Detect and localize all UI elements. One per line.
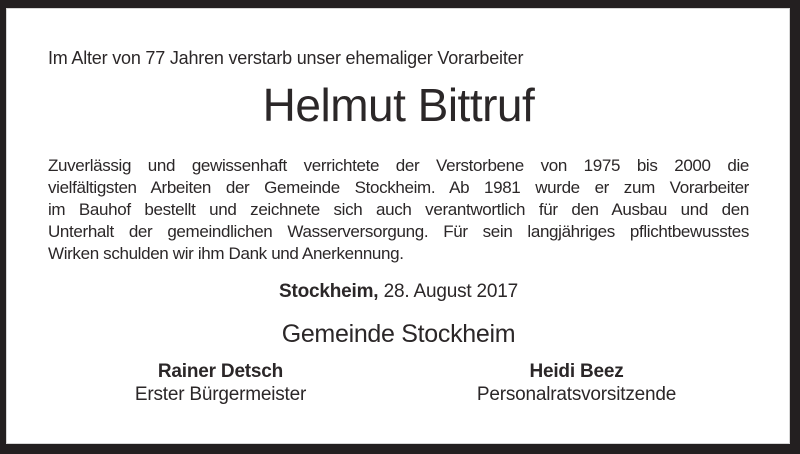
intro-line: Im Alter von 77 Jahren verstarb unser ehemaliger Vorarbeiter — [48, 48, 524, 68]
signature-right — [427, 361, 727, 407]
signer-title-right: Personalratsvorsitzende — [476, 384, 677, 405]
date-text: 28. August 2017 — [383, 281, 519, 302]
signature-left — [71, 361, 371, 407]
body-line-1: Zuverlässig und gewissenhaft verrichtete der Verstorbene von 1975 bis 2000 die — [48, 156, 749, 175]
signer-name-left: Rainer Detsch — [157, 361, 284, 382]
obituary-page — [6, 8, 790, 444]
signer-title-left: Erster Bürgermeister — [134, 384, 307, 405]
deceased-name: Helmut Bittruf — [262, 79, 535, 131]
body-line-2: vielfältigsten Arbeiten der Gemeinde Stockheim. Ab 1981 wurde er zum Vorarbeiter — [48, 178, 749, 197]
body-paragraph — [48, 155, 749, 265]
date-line — [48, 281, 749, 303]
place-label: Stockheim, — [278, 281, 379, 302]
signer-name-right: Heidi Beez — [529, 361, 624, 382]
body-line-4: Unterhalt der gemeindlichen Wasserversorgung. Für sein langjähriges pflichtbewusstes — [48, 222, 749, 241]
organization-name: Gemeinde Stockheim — [281, 320, 516, 348]
body-line-3: im Bauhof bestellt und zeichnete sich auch verantwortlich für den Ausbau und den — [48, 200, 749, 219]
signatures-row — [48, 361, 749, 407]
body-line-5: Wirken schulden wir ihm Dank und Anerkennung. — [48, 244, 404, 263]
